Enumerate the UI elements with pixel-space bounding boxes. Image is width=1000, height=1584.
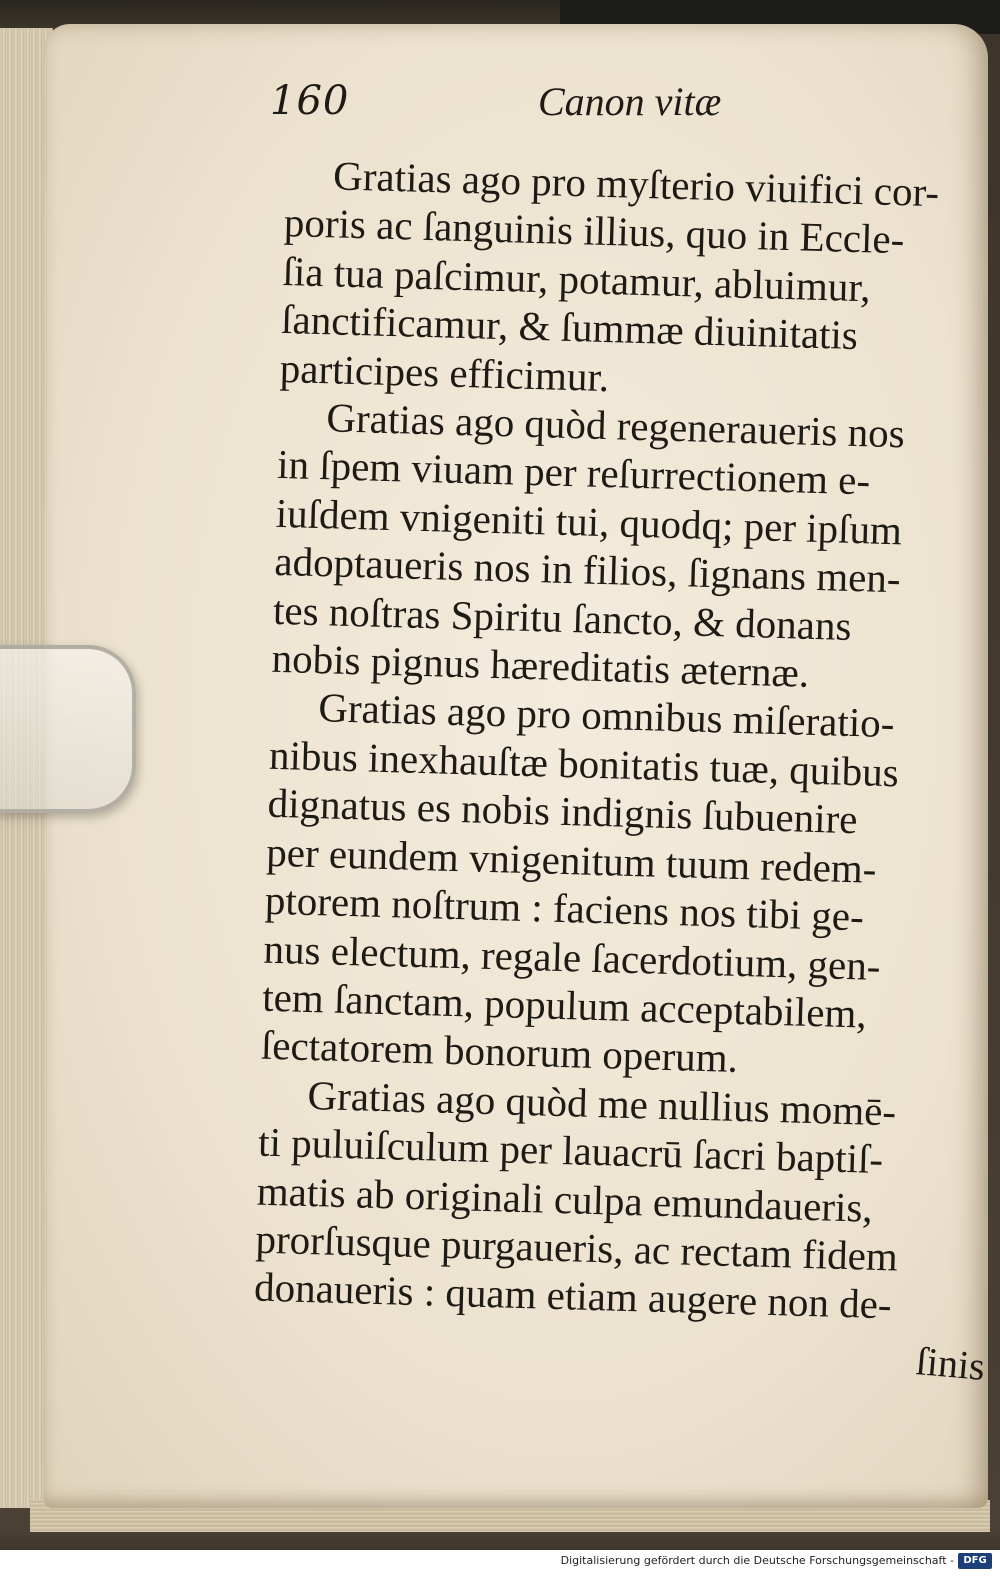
text-line: nus electum, regale ſacerdotium, gen- xyxy=(263,925,882,989)
dfg-logo-icon: DFG xyxy=(958,1553,992,1569)
text-line: ti puluiſculum per lauacrū ſacri baptiſ- xyxy=(257,1118,884,1183)
text-line: matis ab originali culpa emundaueris, xyxy=(256,1167,874,1231)
text-line: Gratias ago pro myſterio viuifici cor- xyxy=(332,152,940,216)
text-line: participes efficimur. xyxy=(279,344,610,400)
catchword: ſinis xyxy=(914,1338,987,1389)
text-line: ſanctificamur, & ſummæ diuinitatis xyxy=(280,296,859,359)
text-line: prorſusque purgaueris, ac rectam fidem xyxy=(254,1215,899,1280)
body-text xyxy=(254,150,976,1331)
text-line: donaueris : quam etiam augere non de- xyxy=(253,1263,893,1328)
text-line: iuſdem vnigeniti tui, quodq; per ipſum xyxy=(275,489,903,554)
page-number: 160 xyxy=(270,78,350,124)
text-line: Gratias ago quòd me nullius momē- xyxy=(306,1071,897,1135)
text-line: ſia tua paſcimur, potamur, abluimur, xyxy=(281,247,872,311)
running-head: Canon vitæ xyxy=(538,79,722,124)
text-line: adoptaueris nos in filios, ſignans men- xyxy=(273,538,902,602)
text-line: tes noſtras Spiritu ſancto, & donans xyxy=(272,586,853,649)
paragraph xyxy=(279,150,975,411)
text-line: poris ac ſanguinis illius, quo in Eccle- xyxy=(283,199,905,263)
page-header xyxy=(270,78,830,138)
paragraph xyxy=(260,682,961,1088)
text-line: in ſpem viuam per reſurrectionem e- xyxy=(276,441,871,504)
text-line: dignatus es nobis indignis ſubuenire xyxy=(267,780,859,843)
text-line: ſectatorem bonorum operum. xyxy=(260,1021,739,1082)
text-line: Gratias ago quòd regeneraueris nos xyxy=(325,394,906,457)
text-line: tem ſanctam, populum acceptabilem, xyxy=(261,973,868,1037)
text-line: nobis pignus hæreditatis æternæ. xyxy=(271,634,810,696)
text-line: nibus inexhauſtæ bonitatis tuæ, quibus xyxy=(268,731,900,796)
digitization-credit: Digitalisierung gefördert durch die Deutsche Forschungsgemeinschaft - xyxy=(560,1554,954,1567)
text-line: ptorem noſtrum : faciens nos tibi ge- xyxy=(264,876,865,940)
text-line: Gratias ago pro omnibus miſeratio- xyxy=(317,684,896,747)
paragraph xyxy=(254,1069,950,1330)
book-clip xyxy=(0,645,136,813)
paragraph xyxy=(271,392,969,702)
text-line: per eundem vnigenitum tuum redem- xyxy=(265,828,878,892)
